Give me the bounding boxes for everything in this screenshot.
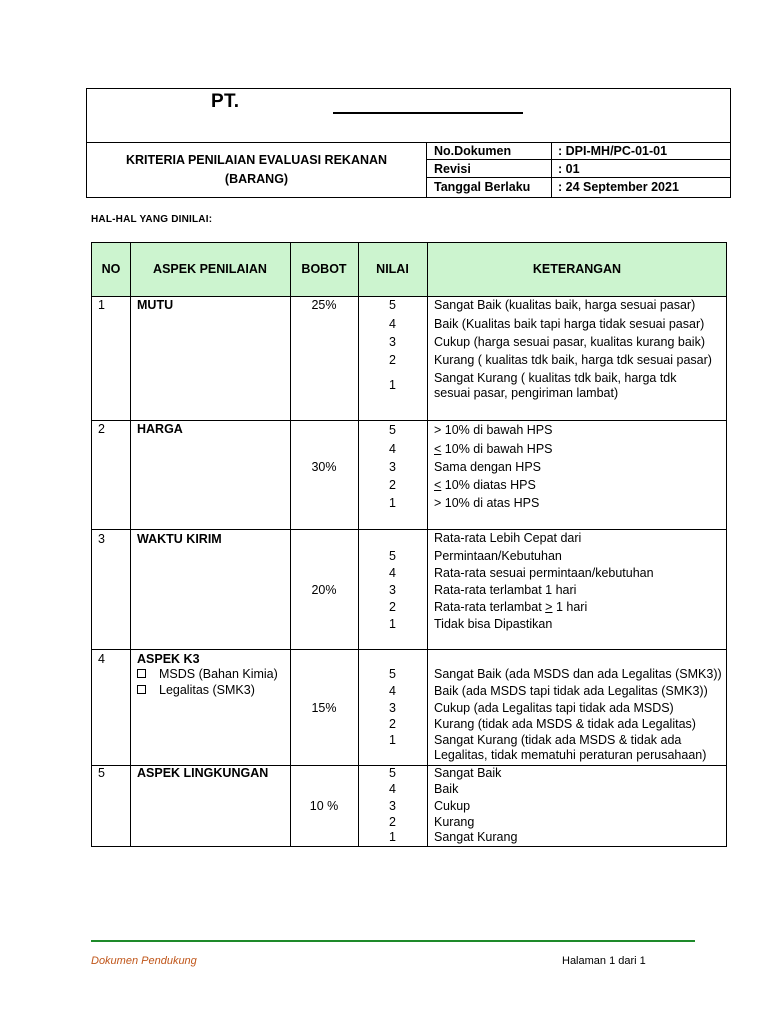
checklist-item: Legalitas (SMK3) (137, 683, 255, 697)
row-keterangan: Sangat Kurang (tidak ada MSDS & tidak ada (434, 733, 682, 747)
row-keterangan: Sangat Baik (ada MSDS dan ada Legalitas (SMK3)) (434, 667, 722, 681)
row-keterangan: Cukup (harga sesuai pasar, kualitas kurang baik) (434, 335, 705, 349)
header-aspek: ASPEK PENILAIAN (153, 262, 267, 276)
row-keterangan: Kurang (tidak ada MSDS & tidak ada Legalitas) (434, 717, 696, 731)
column-divider (358, 242, 359, 847)
row-nilai: 5 (389, 667, 396, 681)
row-nilai: 4 (389, 566, 396, 580)
row-keterangan: Sangat Kurang ( kualitas tdk baik, harga tdk (434, 371, 677, 385)
row-bobot: 10 % (309, 799, 339, 813)
row-keterangan: Rata-rata Lebih Cepat dari (434, 531, 582, 545)
row-divider (91, 296, 727, 297)
row-keterangan: Baik (ada MSDS tapi tidak ada Legalitas (SMK3)) (434, 684, 708, 698)
checkbox-icon (137, 669, 146, 678)
meta-key-doc-number: No.Dokumen (434, 144, 512, 158)
row-nilai: 3 (389, 799, 396, 813)
row-keterangan: < 10% diatas HPS (434, 478, 536, 492)
row-nilai: 5 (389, 298, 396, 312)
row-nilai: 3 (389, 460, 396, 474)
row-nilai: 2 (389, 600, 396, 614)
footer-page-number: Halaman 1 dari 1 (562, 955, 646, 967)
row-divider (91, 529, 727, 530)
row-keterangan: Sama dengan HPS (434, 460, 542, 474)
row-aspek: ASPEK K3 (137, 652, 200, 666)
row-keterangan: Legalitas, tidak mematuhi peraturan perusahaan) (434, 748, 707, 762)
row-bobot: 20% (311, 583, 337, 597)
row-no: 5 (98, 766, 105, 780)
row-keterangan: > 10% di atas HPS (434, 496, 540, 510)
header-nilai: NILAI (376, 262, 409, 276)
row-keterangan: Cukup (ada Legalitas tapi tidak ada MSDS) (434, 701, 674, 715)
column-divider (290, 242, 291, 847)
row-nilai: 2 (389, 717, 396, 731)
row-keterangan: Baik (434, 782, 459, 796)
document-title: KRITERIA PENILAIAN EVALUASI REKANAN (BARANG) (125, 153, 388, 186)
row-keterangan: Permintaan/Kebutuhan (434, 549, 562, 563)
row-nilai: 4 (389, 782, 396, 796)
checklist-item: MSDS (Bahan Kimia) (137, 667, 278, 681)
row-nilai: 5 (389, 423, 396, 437)
row-nilai: 4 (389, 317, 396, 331)
row-keterangan: Sangat Baik (kualitas baik, harga sesuai pasar) (434, 298, 696, 312)
row-nilai: 3 (389, 335, 396, 349)
meta-column-divider (551, 142, 552, 198)
row-nilai: 4 (389, 684, 396, 698)
meta-value-effective-date: : 24 September 2021 (558, 180, 679, 194)
header-keterangan: KETERANGAN (532, 262, 622, 276)
row-nilai: 1 (389, 830, 396, 844)
row-no: 1 (98, 298, 105, 312)
row-bobot: 30% (311, 460, 337, 474)
row-divider (91, 420, 727, 421)
row-keterangan: Kurang (434, 815, 475, 829)
row-keterangan: Sangat Kurang (434, 830, 518, 844)
row-bobot: 25% (311, 298, 337, 312)
meta-key-revision: Revisi (434, 162, 471, 176)
row-nilai: 4 (389, 442, 396, 456)
section-label: HAL-HAL YANG DINILAI: (91, 214, 213, 225)
row-nilai: 5 (389, 766, 396, 780)
header-no: NO (101, 262, 121, 276)
column-divider (130, 242, 131, 847)
meta-value-doc-number: : DPI-MH/PC-01-01 (558, 144, 668, 158)
checkbox-icon (137, 685, 146, 694)
row-nilai: 1 (389, 733, 396, 747)
row-keterangan: sesuai pasar, pengiriman lambat) (434, 386, 619, 400)
row-nilai: 1 (389, 617, 396, 631)
company-name-blank-line (333, 112, 523, 114)
row-keterangan: Baik (Kualitas baik tapi harga tidak sesuai pasar) (434, 317, 705, 331)
row-bobot: 15% (311, 701, 337, 715)
row-keterangan: > 10% di bawah HPS (434, 423, 553, 437)
row-aspek: MUTU (137, 298, 174, 312)
row-keterangan: Kurang ( kualitas tdk baik, harga tdk sesuai pasar) (434, 353, 712, 367)
row-keterangan: Sangat Baik (434, 766, 502, 780)
row-aspek: ASPEK LINGKUNGAN (137, 766, 269, 780)
row-nilai: 2 (389, 815, 396, 829)
row-keterangan: Rata-rata terlambat 1 hari (434, 583, 577, 597)
header-bobot: BOBOT (301, 262, 347, 276)
row-nilai: 2 (389, 353, 396, 367)
meta-key-effective-date: Tanggal Berlaku (434, 180, 531, 194)
row-nilai: 1 (389, 496, 396, 510)
row-aspek: WAKTU KIRIM (137, 532, 222, 546)
row-no: 2 (98, 422, 105, 436)
footer-divider (91, 940, 695, 942)
row-keterangan: Rata-rata sesuai permintaan/kebutuhan (434, 566, 654, 580)
row-keterangan: Cukup (434, 799, 471, 813)
row-nilai: 3 (389, 583, 396, 597)
row-keterangan: Rata-rata terlambat > 1 hari (434, 600, 588, 614)
row-no: 3 (98, 532, 105, 546)
column-divider (427, 242, 428, 847)
row-divider (91, 649, 727, 650)
row-no: 4 (98, 652, 105, 666)
row-nilai: 2 (389, 478, 396, 492)
row-keterangan: Tidak bisa Dipastikan (434, 617, 553, 631)
meta-value-revision: : 01 (558, 162, 580, 176)
row-nilai: 1 (389, 378, 396, 392)
company-label: PT. (211, 91, 240, 112)
row-keterangan: < 10% di bawah HPS (434, 442, 553, 456)
footer-document-type: Dokumen Pendukung (91, 955, 197, 967)
row-nilai: 5 (389, 549, 396, 563)
row-nilai: 3 (389, 701, 396, 715)
row-aspek: HARGA (137, 422, 183, 436)
